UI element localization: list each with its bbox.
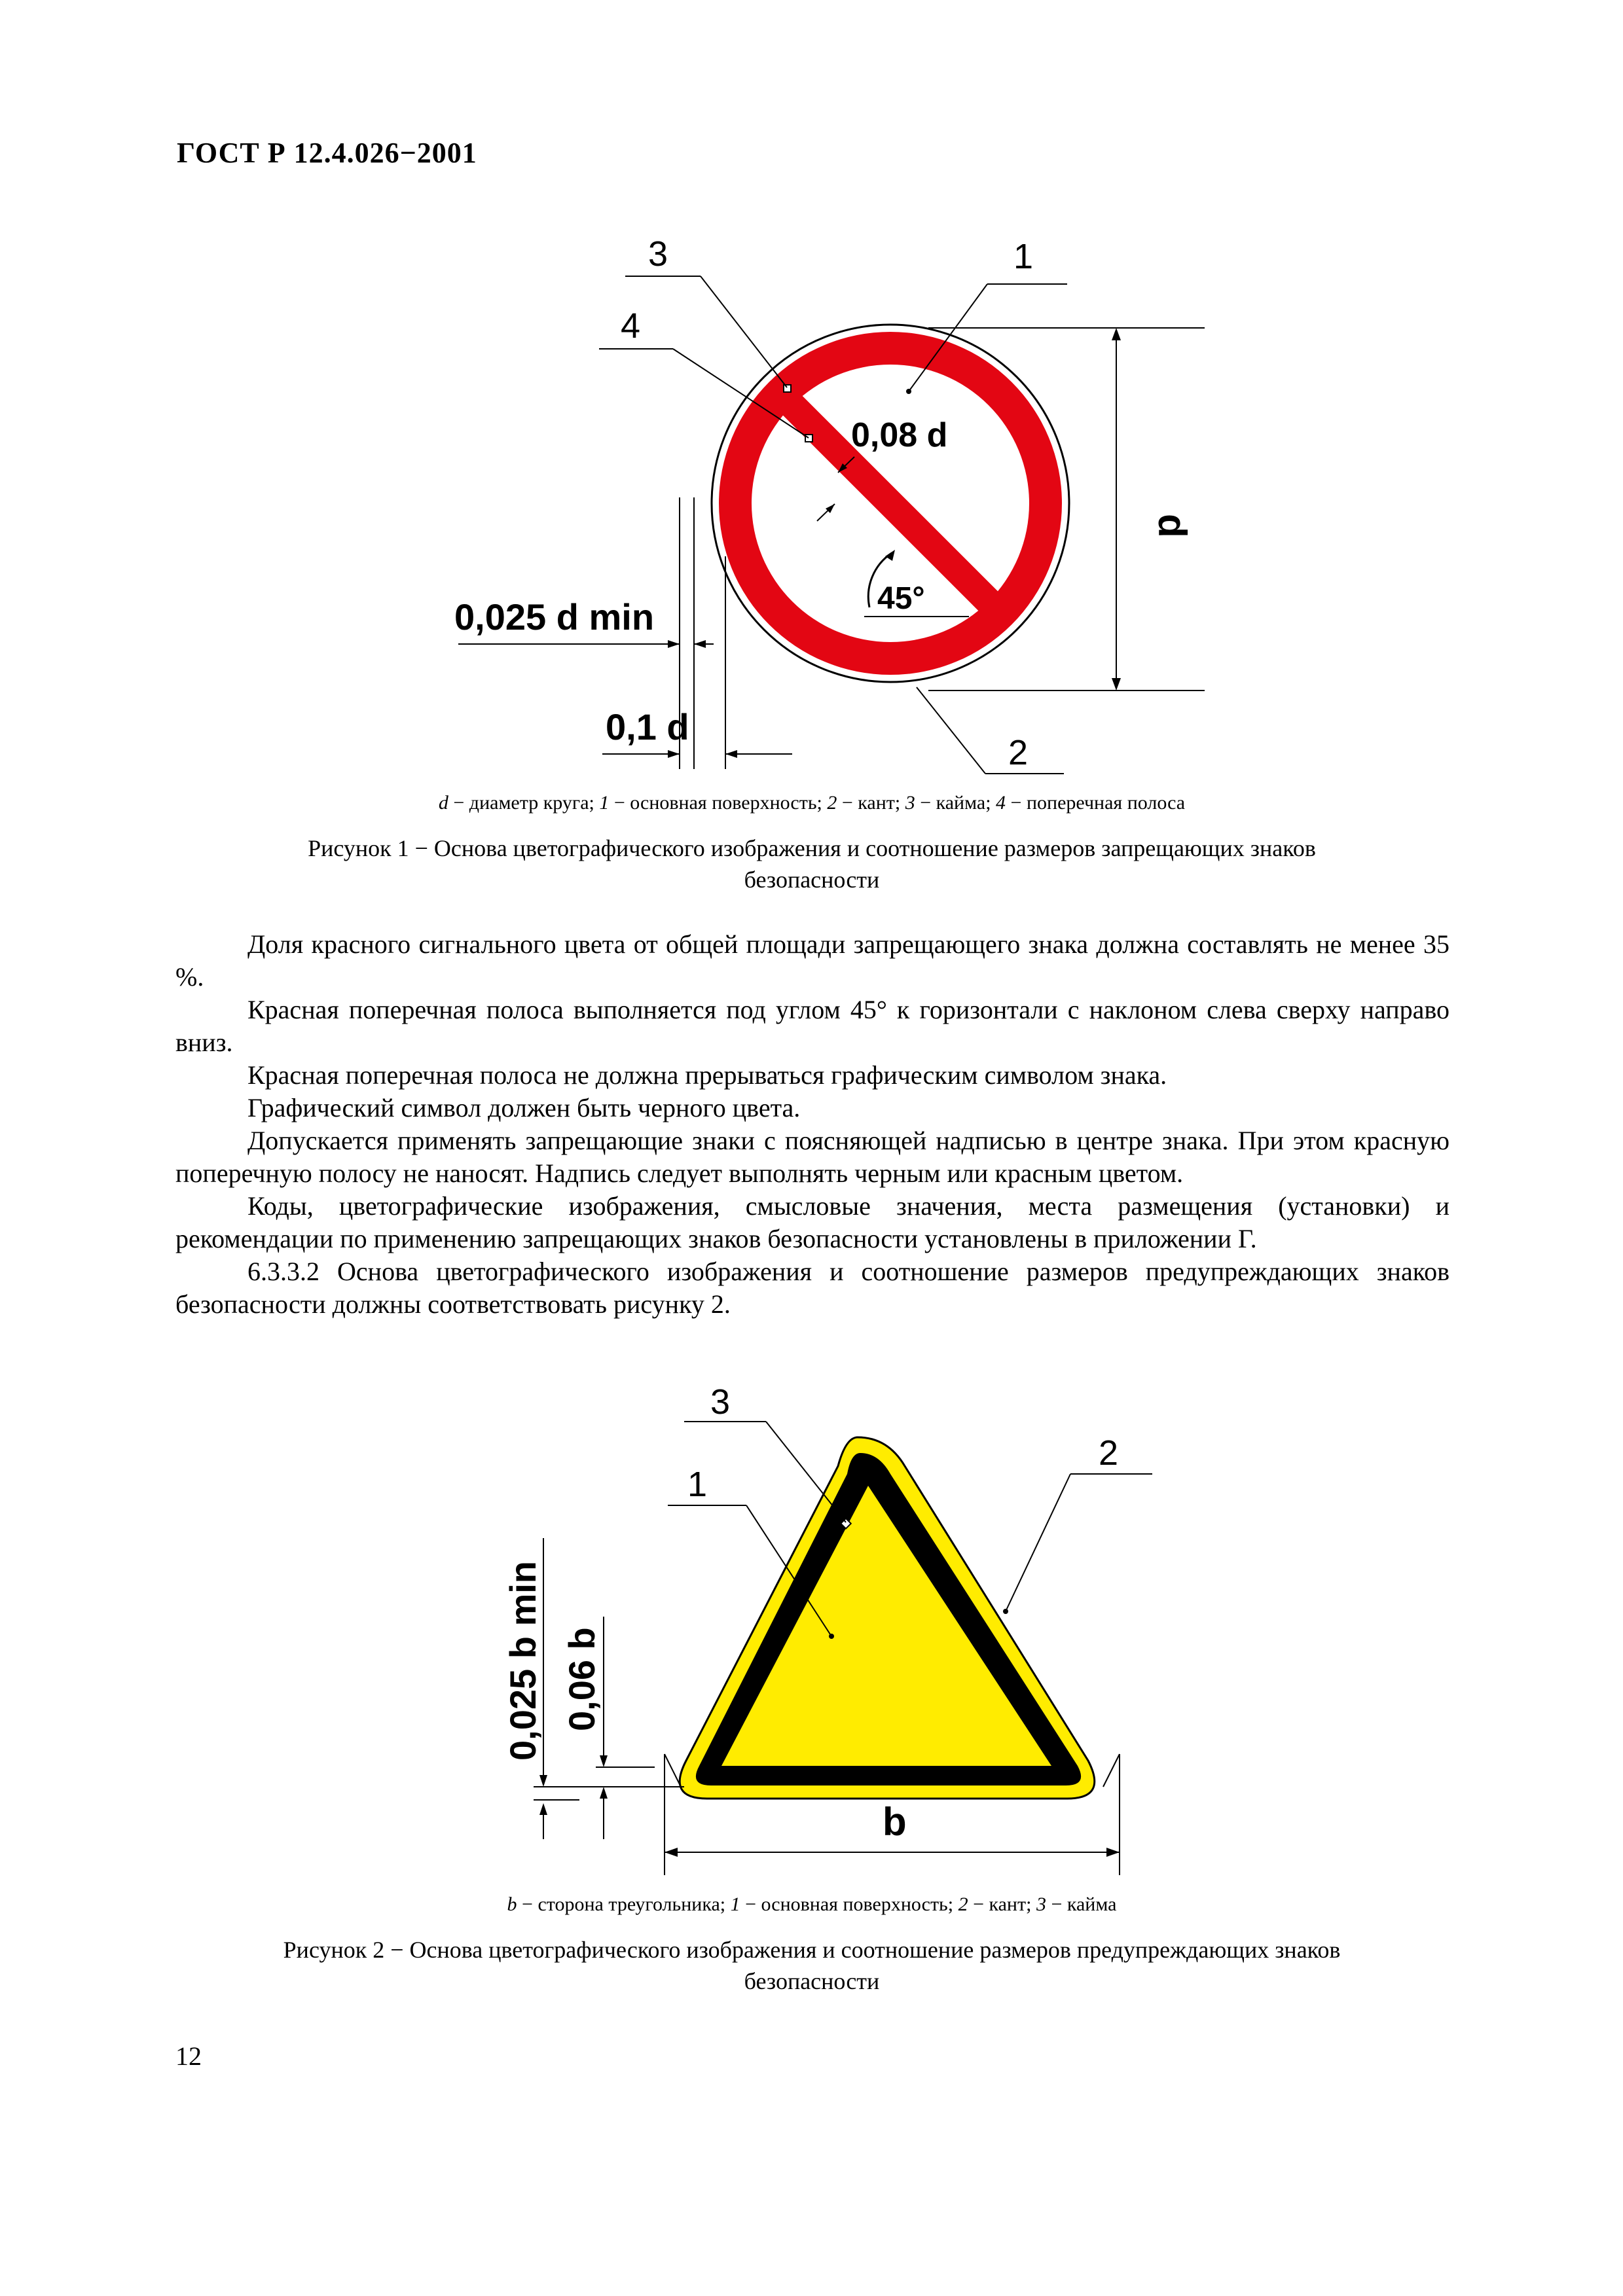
legend-4-num: 4 <box>996 792 1006 814</box>
paragraph: Коды, цветографические изображения, смысловые значения, места размещения (установки) и рекомендации по применению запрещающих знаков безопасности установлены в приложении Г. <box>175 1191 1450 1253</box>
figure-2-title-line2: безопасности <box>744 1968 880 1994</box>
legend-2-text: − кант; <box>968 1893 1036 1915</box>
legend-d-text: − диаметр круга; <box>448 792 600 814</box>
dim-side-label: b <box>883 1800 907 1844</box>
paragraph: Красная поперечная полоса выполняется под углом 45° к горизонтали с наклоном слева сверху направо вниз. <box>175 995 1450 1057</box>
dim-diameter-label: d <box>1150 514 1194 538</box>
callout-2-label: 2 <box>1099 1433 1119 1473</box>
legend-b-symbol: b <box>507 1893 517 1915</box>
figure-1-title-line2: безопасности <box>744 867 880 893</box>
document-header: ГОСТ Р 12.4.026−2001 <box>177 137 477 169</box>
legend-3-num: 3 <box>905 792 915 814</box>
figure-1-title-line1: Рисунок 1 − Основа цветографического изображения и соотношение размеров запрещающих знаков <box>308 835 1316 861</box>
legend-3-text: − кайма; <box>915 792 996 814</box>
page-number: 12 <box>175 2041 202 2071</box>
dim-border-min-label: 0,025 d min <box>454 596 655 637</box>
callout-3-label: 3 <box>648 234 668 274</box>
legend-4-text: − поперечная полоса <box>1006 792 1186 814</box>
marker-square-3 <box>784 385 791 392</box>
legend-1-text: − основная поверхность; <box>609 792 828 814</box>
dim-rim-label: 0,1 d <box>606 706 689 747</box>
legend-2-num: 2 <box>958 1893 968 1915</box>
callout-4-label: 4 <box>621 306 641 346</box>
figure-2-warning-sign <box>458 1361 1178 1885</box>
dim-rim-label: 0,06 b <box>561 1627 602 1731</box>
paragraph: Красная поперечная полоса не должна прерываться графическим символом знака. <box>247 1060 1167 1090</box>
paragraph: 6.3.3.2 Основа цветографического изображения и соотношение размеров предупреждающих знаков безопасности должны соответствовать рисунку 2. <box>175 1257 1450 1319</box>
legend-2-text: − кант; <box>837 792 905 814</box>
legend-3-num: 3 <box>1036 1893 1046 1915</box>
figure-2-legend <box>177 1893 1447 1916</box>
callout-1-label: 1 <box>687 1465 708 1504</box>
dim-border-min-label: 0,025 b min <box>502 1560 543 1761</box>
legend-1-num: 1 <box>730 1893 740 1915</box>
paragraph: Графический символ должен быть черного цвета. <box>247 1093 801 1122</box>
callout-2-label: 2 <box>1008 733 1029 772</box>
figure-2-title <box>177 1934 1447 1997</box>
figure-1-prohibition-sign <box>432 216 1257 792</box>
body-text <box>175 928 1450 1321</box>
legend-1-num: 1 <box>599 792 610 814</box>
legend-d-symbol: d <box>438 792 448 814</box>
figure-1-title <box>177 833 1447 895</box>
figure-1-legend <box>177 792 1447 814</box>
callout-1-label: 1 <box>1013 237 1034 276</box>
legend-b-text: − сторона треугольника; <box>517 1893 731 1915</box>
legend-1-text: − основная поверхность; <box>740 1893 958 1915</box>
figure-2-title-line1: Рисунок 2 − Основа цветографического изображения и соотношение размеров предупреждающих знаков <box>283 1937 1341 1963</box>
legend-3-text: − кайма <box>1046 1893 1117 1915</box>
callout-3-label: 3 <box>710 1382 731 1422</box>
dim-angle-label: 45° <box>877 581 925 616</box>
paragraph: Допускается применять запрещающие знаки с поясняющей надписью в центре знака. При этом красную поперечную полосу не наносят. Надпись следует выполнять черным или красным цветом. <box>175 1126 1450 1188</box>
dim-band-label: 0,08 d <box>851 416 948 454</box>
legend-2-num: 2 <box>827 792 837 814</box>
paragraph: Доля красного сигнального цвета от общей площади запрещающего знака должна составлять не менее 35 %. <box>175 929 1450 992</box>
